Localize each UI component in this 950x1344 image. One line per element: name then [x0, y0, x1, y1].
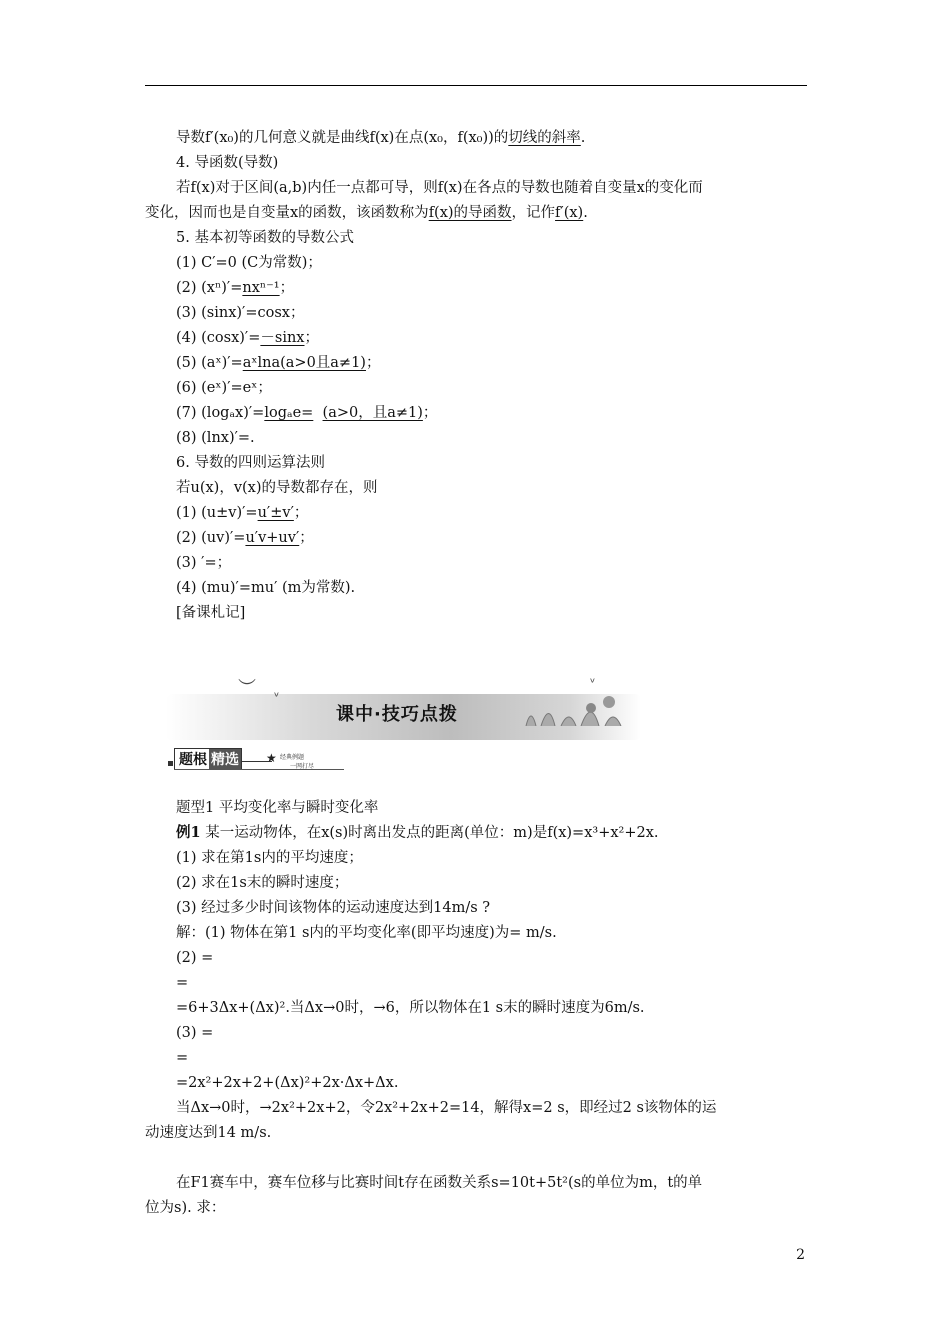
question-line: (2) 求在1s末的瞬时速度；	[176, 875, 349, 891]
solution-line: =6+3Δx+(Δx)².当Δx→0时，→6，所以物体在1 s末的瞬时速度为6m/s.	[176, 1000, 645, 1016]
text-line: 变化，因而也是自变量x的函数，该函数称为f(x)的导函数，记作f′(x).	[145, 205, 588, 221]
question-line: (1) 求在第1s内的平均速度；	[176, 850, 363, 866]
practice-line: 在F1赛车中，赛车位移与比赛时间t存在函数关系s=10t+5t²(s的单位为m，t的单	[176, 1175, 703, 1191]
solution-line: 动速度达到14 m/s.	[145, 1125, 272, 1141]
plants-icon	[521, 686, 636, 726]
tag-label: 题根 精选	[174, 748, 242, 770]
formula-line: (5) (aˣ)′=aˣlna(a>0且a≠1)；	[176, 355, 381, 371]
bird-icon: ︶	[238, 678, 256, 699]
solution-line: 当Δx→0时，→2x²+2x+2，令2x²+2x+2=14，解得x=2 s，即经过2 s该物体的运	[176, 1100, 717, 1116]
tag-rule	[174, 769, 344, 770]
formula-line: (1) (u±v)′=u′±v′；	[176, 505, 309, 521]
formula-line: (2) (xⁿ)′=nxⁿ⁻¹；	[176, 280, 295, 296]
formula-line: (6) (eˣ)′=eˣ；	[176, 380, 272, 396]
text-line: 导数f′(x₀)的几何意义就是曲线f(x)在点(x₀，f(x₀))的切线的斜率.	[176, 130, 586, 146]
bird-icon: ᵛ	[274, 690, 280, 705]
tag-square-icon	[168, 761, 173, 766]
text-line: 若u(x)，v(x)的导数都存在，则	[176, 480, 378, 496]
star-icon: ★	[266, 751, 277, 765]
formula-line: (1) C′=0 (C为常数)；	[176, 255, 322, 271]
section-heading: 4. 导函数(导数)	[176, 155, 279, 171]
banner-title: 课中·技巧点拨	[336, 704, 458, 725]
formula-line: (3) (sinx)′=cosx；	[176, 305, 305, 321]
page-number: 2	[796, 1247, 805, 1263]
section-banner	[166, 668, 656, 750]
solution-line: (2) =	[176, 950, 214, 966]
bird-icon: ᵛ	[590, 676, 596, 691]
formula-line: (4) (mu)′=mu′ (m为常数).	[176, 580, 356, 596]
practice-line: 位为s). 求：	[145, 1200, 226, 1216]
solution-line: 解：(1) 物体在第1 s内的平均变化率(即平均速度)为= m/s.	[176, 925, 557, 941]
notes-label: [备课札记]	[176, 605, 246, 621]
question-line: (3) 经过多少时间该物体的运动速度达到14m/s ?	[176, 900, 491, 916]
solution-line: =2x²+2x+2+(Δx)²+2x·Δx+Δx.	[176, 1075, 399, 1091]
text-line: 若f(x)对于区间(a,b)内任一点都可导，则f(x)在各点的导数也随着自变量x的变化而	[176, 180, 703, 196]
problem-type-heading: 题型1 平均变化率与瞬时变化率	[176, 800, 379, 816]
tag-subtitle: 一网打尽	[290, 763, 315, 770]
formula-line: (4) (cosx)′=－sinx；	[176, 330, 319, 346]
header-rule	[145, 85, 807, 86]
solution-line: =	[176, 975, 189, 991]
formula-line: (2) (uv)′=u′v+uv′；	[176, 530, 314, 546]
solution-line: (3) =	[176, 1025, 214, 1041]
formula-line: (7) (logₐx)′=logₐe= (a>0，且a≠1)；	[176, 405, 438, 421]
section-heading: 6. 导数的四则运算法则	[176, 455, 325, 471]
example-line: 例1 某一运动物体，在x(s)时离出发点的距离(单位：m)是f(x)=x³+x²+2x.	[176, 824, 659, 841]
formula-line: (3) ′=；	[176, 555, 232, 571]
formula-line: (8) (lnx)′=.	[176, 430, 255, 446]
solution-line: =	[176, 1050, 189, 1066]
tag-subtitle: 经典例题	[280, 754, 305, 761]
section-heading: 5. 基本初等函数的导数公式	[176, 230, 354, 246]
